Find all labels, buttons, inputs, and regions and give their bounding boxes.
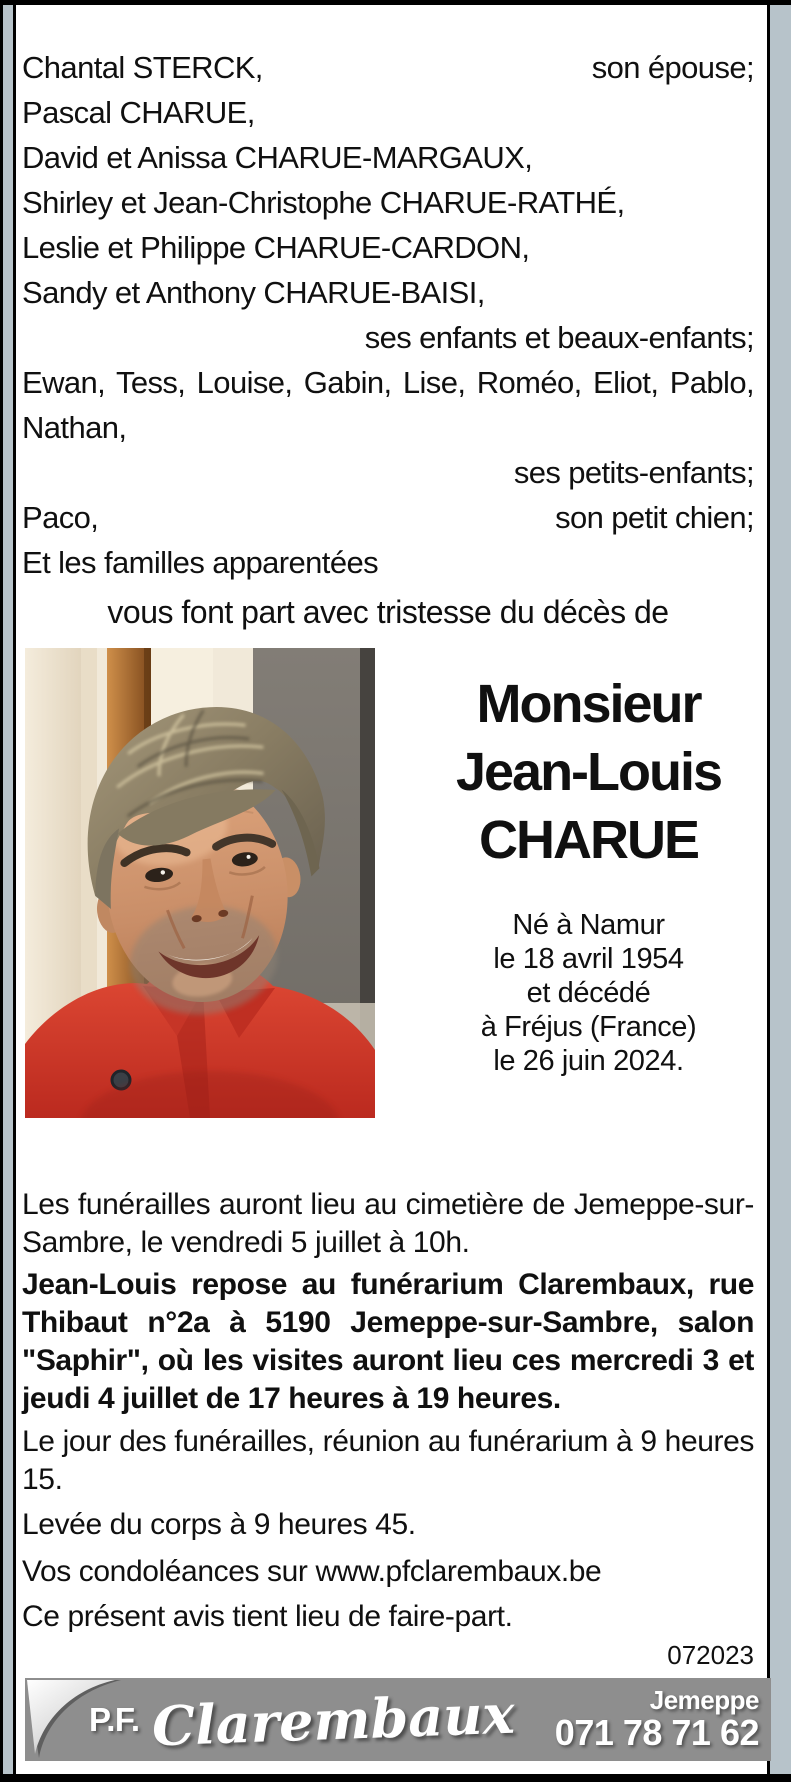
birth-line: et décédé <box>526 977 651 1009</box>
funeral-home-prefix: P.F. <box>89 1700 140 1738</box>
family-line: Pascal CHARUE, <box>22 95 255 130</box>
birth-death-details <box>423 908 754 1078</box>
right-edge-bar <box>770 5 791 1774</box>
funeral-home-phone: 071 78 71 62 <box>554 1712 759 1753</box>
funeral-home-banner <box>25 1678 771 1761</box>
birth-line: le 18 avril 1954 <box>493 943 684 975</box>
birth-line: à Fréjus (France) <box>480 1011 697 1043</box>
body-removal-paragraph: Levée du corps à 9 heures 45. <box>22 1508 416 1541</box>
family-line: Et les familles apparentées <box>22 545 378 580</box>
deceased-title: Monsieur <box>476 674 701 734</box>
birth-line: le 26 juin 2024. <box>493 1045 684 1077</box>
pet-name: Paco, <box>22 500 99 535</box>
left-edge-bar <box>0 5 13 1774</box>
deceased-name-column <box>423 648 754 1118</box>
funeral-home-name: Clarembaux <box>150 1681 516 1758</box>
family-block <box>22 45 754 585</box>
portrait-photo <box>25 648 375 1118</box>
meeting-details-paragraph: Le jour des funérailles, réunion au funérarium à 9 heures 15. <box>22 1425 754 1496</box>
grandchildren-line: Nathan, <box>22 410 127 445</box>
birth-line: Né à Namur <box>512 909 665 941</box>
funeral-details-paragraph: Les funérailles auront lieu au cimetière de Jemeppe-sur-Sambre, le vendredi 5 juillet à 10h. <box>22 1188 754 1259</box>
photo-and-name-row <box>22 648 754 1118</box>
family-line: Shirley et Jean-Christophe CHARUE-RATHÉ, <box>22 185 625 220</box>
deceased-firstname: Jean-Louis <box>455 742 722 802</box>
relationship-label: son épouse; <box>591 50 754 85</box>
relationship-label: son petit chien; <box>555 500 754 535</box>
family-line: Leslie et Philippe CHARUE-CARDON, <box>22 230 530 265</box>
announcement-line: vous font part avec tristesse du décès de <box>107 594 669 630</box>
family-line <box>22 495 754 540</box>
family-line: Sandy et Anthony CHARUE-BAISI, <box>22 275 485 310</box>
relationship-label: ses petits-enfants; <box>513 455 754 490</box>
notice-content <box>16 5 767 1761</box>
relative-name: Chantal STERCK, <box>22 50 263 85</box>
notice-statement-paragraph: Ce présent avis tient lieu de faire-part. <box>22 1600 513 1633</box>
reference-number: 072023 <box>667 1640 754 1670</box>
deceased-name <box>423 670 754 874</box>
deceased-lastname: CHARUE <box>478 810 698 870</box>
funeral-home-contact <box>555 1687 759 1752</box>
relationship-label: ses enfants et beaux-enfants; <box>364 320 754 355</box>
funeral-home-city: Jemeppe <box>649 1685 759 1715</box>
visitation-details-paragraph: Jean-Louis repose au funérarium Clarembaux, rue Thibaut n°2a à 5190 Jemeppe-sur-Sambre, salon "Saphir", où les visites auront lieu ces mercredi 3 et jeudi 4 juillet de 17 heures à 19 heures. <box>22 1268 754 1415</box>
bottom-border <box>0 1774 791 1782</box>
grandchildren-line: Ewan, Tess, Louise, Gabin, Lise, Roméo, Eliot, Pablo, <box>22 365 754 400</box>
condolences-paragraph: Vos condoléances sur www.pfclarembaux.be <box>22 1555 602 1588</box>
family-line: David et Anissa CHARUE-MARGAUX, <box>22 140 533 175</box>
page-curl-icon <box>25 1678 127 1760</box>
family-line <box>22 45 754 90</box>
